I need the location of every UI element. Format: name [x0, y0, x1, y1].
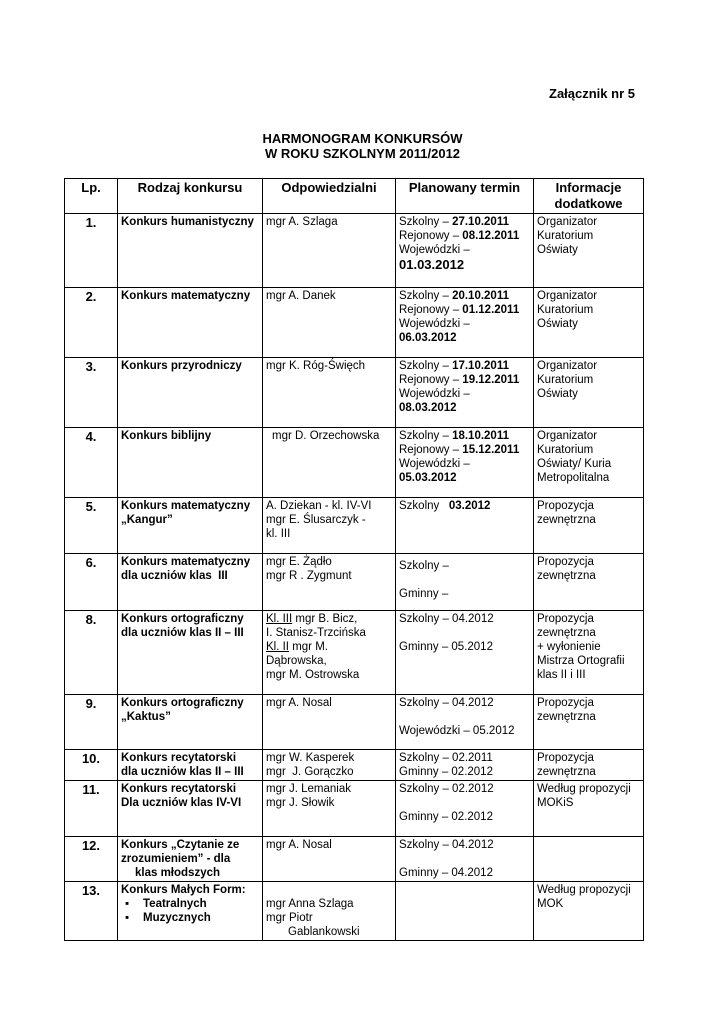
competitions-table [64, 178, 644, 941]
col-header-kind: Rodzaj konkursu [118, 179, 263, 214]
table-row [65, 837, 644, 882]
table-row [65, 554, 644, 611]
row-term: Szkolny 03.2012 [396, 498, 534, 554]
row-info: Organizator Kuratorium Oświaty [534, 358, 644, 428]
table-row [65, 611, 644, 695]
col-header-responsible: Odpowiedzialni [263, 179, 396, 214]
row-term: Szkolny – 04.2012 Wojewódzki – 05.2012 [396, 695, 534, 750]
row-lp: 6. [65, 554, 118, 611]
row-kind: Konkurs matematyczny [118, 288, 263, 358]
row-kind: Konkurs matematyczny „Kangur” [118, 498, 263, 554]
row-responsible: A. Dziekan - kl. IV-VI mgr E. Ślusarczyk - kl. III [263, 498, 396, 554]
table-row [65, 781, 644, 837]
row-lp: 13. [65, 882, 118, 941]
row-term: Szkolny – 02.2011 Gminny – 02.2012 [396, 750, 534, 781]
row-kind: Konkurs recytatorski dla uczniów klas II – III [118, 750, 263, 781]
row-term: Szkolny – 04.2012 Gminny – 05.2012 [396, 611, 534, 695]
row-lp: 11. [65, 781, 118, 837]
row-kind: Konkurs przyrodniczy [118, 358, 263, 428]
row-responsible: mgr E. Żądło mgr R . Zygmunt [263, 554, 396, 611]
row-kind: Konkurs humanistyczny [118, 214, 263, 288]
row-kind: Konkurs biblijny [118, 428, 263, 498]
row-term: Szkolny – 02.2012 Gminny – 02.2012 [396, 781, 534, 837]
bullet-item: ▪ Muzycznych [121, 911, 259, 925]
row-lp: 3. [65, 358, 118, 428]
row-info: Propozycja zewnętrzna [534, 695, 644, 750]
row-lp: 10. [65, 750, 118, 781]
row-lp: 9. [65, 695, 118, 750]
title-line-2: W ROKU SZKOLNYM 2011/2012 [264, 146, 461, 161]
row-responsible: mgr A. Szlaga [263, 214, 396, 288]
row-lp: 1. [65, 214, 118, 288]
bullet-item: ▪ Teatralnych [121, 897, 259, 911]
row-responsible: mgr A. Nosal [263, 695, 396, 750]
row-responsible: Kl. III mgr B. Bicz, I. Stanisz-Trzcińska Kl. II mgr M. Dąbrowska, mgr M. Ostrowska [263, 611, 396, 695]
row-responsible: mgr A. Danek [263, 288, 396, 358]
row-info: Według propozycji MOK [534, 882, 644, 941]
table-row [65, 750, 644, 781]
row-term: Szkolny – 04.2012 Gminny – 04.2012 [396, 837, 534, 882]
row-info: Organizator Kuratorium Oświaty/ Kuria Metropolitalna [534, 428, 644, 498]
col-header-term: Planowany termin [396, 179, 534, 214]
row-responsible: mgr Anna Szlaga mgr Piotr Gablankowski [263, 882, 396, 941]
row-responsible: mgr W. Kasperek mgr J. Gorączko [263, 750, 396, 781]
row-info: Propozycja zewnętrzna [534, 750, 644, 781]
row-lp: 5. [65, 498, 118, 554]
row-kind: Konkurs recytatorski Dla uczniów klas IV-VI [118, 781, 263, 837]
row-term: Szkolny – 27.10.2011 Rejonowy – 08.12.2011 Wojewódzki – 01.03.2012 [396, 214, 534, 288]
table-header-row [65, 179, 644, 214]
title-line-1: HARMONOGRAM KONKURSÓW [262, 131, 463, 146]
row-responsible: mgr D. Orzechowska [263, 428, 396, 498]
row-info: Propozycja zewnętrzna + wyłonienie Mistrza Ortografii klas II i III [534, 611, 644, 695]
row-kind: Konkurs Małych Form: ▪ Teatralnych ▪ Muzycznych [118, 882, 263, 941]
table-row [65, 882, 644, 941]
row-info: Propozycja zewnętrzna [534, 498, 644, 554]
row-term [396, 882, 534, 941]
col-header-info: Informacje dodatkowe [534, 179, 644, 214]
row-term: Szkolny – Gminny – [396, 554, 534, 611]
row-term: Szkolny – 20.10.2011 Rejonowy – 01.12.2011 Wojewódzki – 06.03.2012 [396, 288, 534, 358]
row-responsible: mgr A. Nosal [263, 837, 396, 882]
row-kind: Konkurs matematyczny dla uczniów klas III [118, 554, 263, 611]
table-row [65, 428, 644, 498]
table-row [65, 695, 644, 750]
row-info: Według propozycji MOKiS [534, 781, 644, 837]
col-header-lp: Lp. [65, 179, 118, 214]
document-title [0, 131, 725, 161]
table-row [65, 288, 644, 358]
table-row [65, 498, 644, 554]
row-info: Propozycja zewnętrzna [534, 554, 644, 611]
row-lp: 8. [65, 611, 118, 695]
row-kind: Konkurs ortograficzny dla uczniów klas II – III [118, 611, 263, 695]
row-term: Szkolny – 17.10.2011 Rejonowy – 19.12.2011 Wojewódzki – 08.03.2012 [396, 358, 534, 428]
annex-label: Załącznik nr 5 [549, 86, 635, 101]
row-lp: 12. [65, 837, 118, 882]
row-lp: 4. [65, 428, 118, 498]
row-kind: Konkurs ortograficzny „Kaktus” [118, 695, 263, 750]
row-info: Organizator Kuratorium Oświaty [534, 288, 644, 358]
table-row [65, 358, 644, 428]
row-term: Szkolny – 18.10.2011 Rejonowy – 15.12.2011 Wojewódzki – 05.03.2012 [396, 428, 534, 498]
table-row [65, 214, 644, 288]
row-kind: Konkurs „Czytanie ze zrozumieniem” - dla klas młodszych [118, 837, 263, 882]
row-lp: 2. [65, 288, 118, 358]
row-info: Organizator Kuratorium Oświaty [534, 214, 644, 288]
row-responsible: mgr K. Róg-Święch [263, 358, 396, 428]
row-responsible: mgr J. Lemaniak mgr J. Słowik [263, 781, 396, 837]
row-info [534, 837, 644, 882]
